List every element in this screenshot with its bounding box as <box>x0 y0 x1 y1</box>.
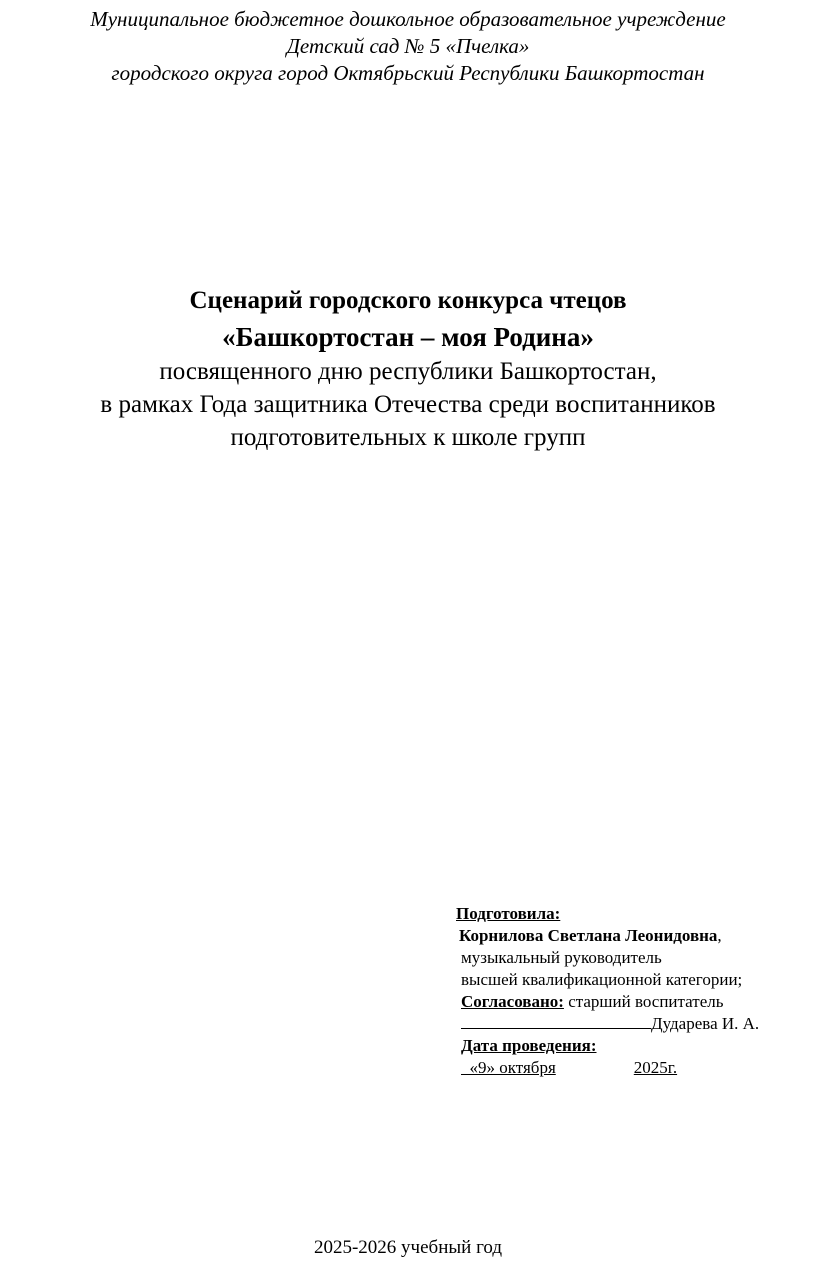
subtitle-line1: посвященного дню республики Башкортостан, <box>159 358 657 385</box>
author-comma: , <box>717 926 722 945</box>
institution-name-line3: городского округа город Октябрьский Республики Башкортостан <box>111 61 705 85</box>
institution-header <box>0 6 816 87</box>
institution-name-line1: Муниципальное бюджетное дошкольное образовательное учреждение <box>90 7 726 31</box>
date-day: «9» октября <box>469 1058 556 1077</box>
agreed-name: Дударева И. А. <box>651 1014 760 1033</box>
signature-line <box>461 1014 651 1029</box>
title-block <box>0 283 816 454</box>
prepared-by-label: Подготовила: <box>456 904 561 923</box>
date-year: 2025г. <box>633 1058 678 1077</box>
signature-row <box>456 1013 812 1035</box>
document-title: Сценарий городского конкурса чтецов <box>189 287 627 314</box>
agreed-row <box>456 991 812 1013</box>
subtitle-line3: подготовительных к школе групп <box>230 424 586 451</box>
author-role: музыкальный руководитель <box>461 948 662 967</box>
author-category: высшей квалификационной категории; <box>461 970 743 989</box>
agreed-label: Согласовано: <box>461 992 564 1011</box>
academic-year: 2025-2026 учебный год <box>313 1237 503 1258</box>
author-name-row <box>456 925 812 947</box>
date-row <box>456 1057 812 1079</box>
institution-name-line2: Детский сад № 5 «Пчелка» <box>286 34 530 58</box>
author-name: Корнилова Светлана Леонидовна <box>459 926 718 945</box>
author-info-block <box>456 903 812 1079</box>
date-label: Дата проведения: <box>461 1036 597 1055</box>
subtitle-line2: в рамках Года защитника Отечества среди воспитанников <box>100 391 716 418</box>
contest-name: «Башкортостан – моя Родина» <box>222 322 594 352</box>
agreed-role: старший воспитатель <box>563 992 724 1011</box>
